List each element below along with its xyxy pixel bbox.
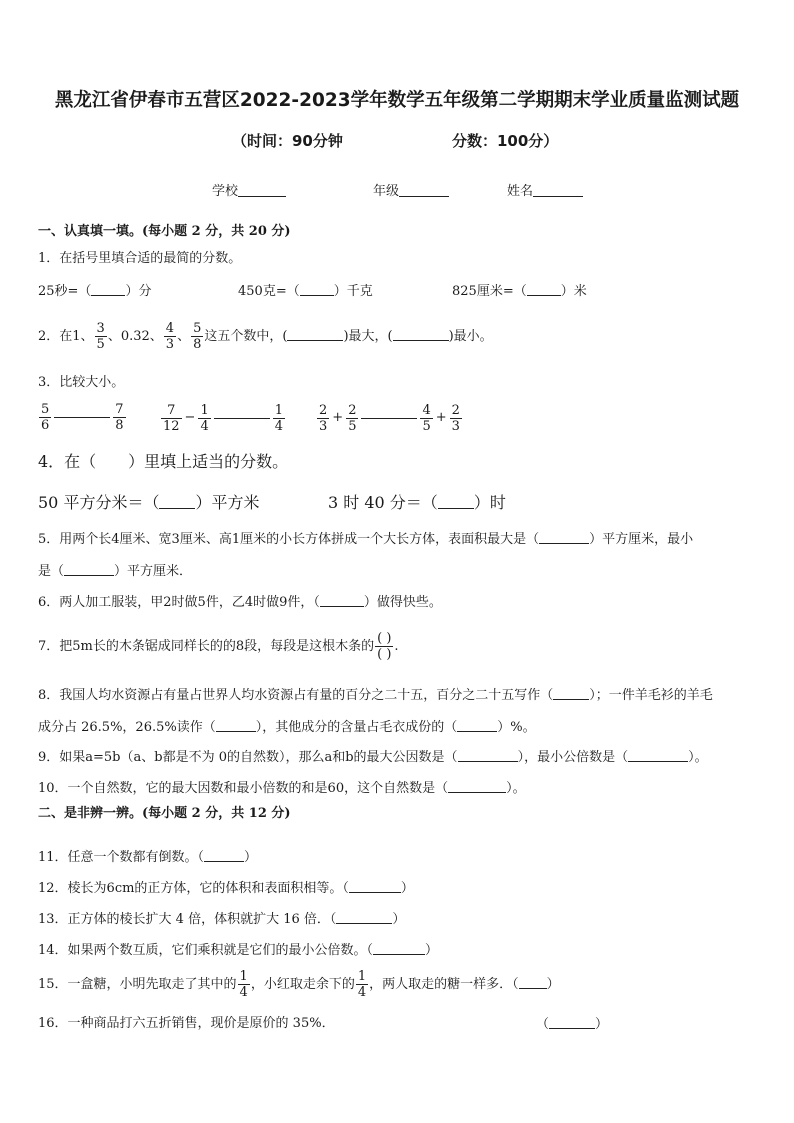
question-10: 10．一个自然数，它的最大因数和最小倍数的和是60，这个自然数是（ ）。: [38, 781, 526, 796]
fraction: $\frac{5}{6}$: [41, 402, 50, 433]
fraction: $\frac{1}{4}$: [357, 969, 367, 1000]
fraction: $\frac{5}{8}$: [193, 321, 202, 352]
grade-field: [373, 180, 449, 199]
fraction: $\frac{3}{5}$: [96, 321, 105, 352]
fraction: $\frac{2}{5}$: [348, 402, 357, 434]
question-5-line-2: 是（ ）平方厘米．: [38, 564, 193, 579]
answer-blank[interactable]: [458, 748, 518, 762]
question-14: 14．如果两个数互质，它们乘积就是它们的最小公倍数。（ ）: [38, 943, 439, 958]
question-11: 11．任意一个数都有倒数。（ ）: [38, 850, 258, 865]
answer-blank[interactable]: [457, 718, 497, 732]
grade-blank[interactable]: [399, 182, 449, 197]
question-3-part-a: [38, 399, 127, 437]
answer-blank[interactable]: [448, 779, 506, 793]
question-1-part-a: 25秒=（ ）分: [38, 284, 152, 299]
answer-blank[interactable]: [628, 748, 688, 762]
question-3-part-c: $\frac{2}{3}$ + $\frac{2}{5}$ $\frac{4}{5}$ + $\frac{2}{3}$: [319, 402, 460, 434]
answer-blank[interactable]: [539, 530, 589, 544]
fraction: $\frac{2}{3}$: [451, 402, 460, 434]
fraction: $\frac{7}{8}$: [115, 402, 124, 433]
question-8-line-1: 8．我国人均水资源占有量占世界人均水资源占有量的百分之二十五，百分之二十五写作（ ）；一件羊毛衫的羊毛: [38, 688, 713, 703]
question-4-part-b: 3 时 40 分＝（ ）时: [328, 493, 506, 512]
question-13: 13．正方体的棱长扩大 4 倍，体积就扩大 16 倍．（ ）: [38, 912, 406, 927]
question-4-part-a: 50 平方分米＝（ ）平方米: [38, 493, 260, 512]
question-1-part-c: 825厘米=（ ）米: [452, 284, 587, 299]
answer-blank[interactable]: [373, 941, 425, 955]
answer-blank[interactable]: [519, 975, 547, 989]
question-16: 16．一种商品打六五折销售，现价是原价的 35%．: [38, 1016, 335, 1031]
question-7: 7．把5m长的木条锯成同样长的的8段，每段是这根木条的 $\frac{( )}{( )}$ .: [38, 631, 399, 662]
grade-label: 年级: [373, 184, 400, 199]
question-3-part-b: $\frac{7}{12}$ − $\frac{1}{4}$ $\frac{1}{4}$: [163, 402, 284, 434]
answer-blank[interactable]: [527, 282, 561, 296]
fraction: $\frac{2}{3}$: [319, 402, 328, 434]
question-5-line-1: 5．用两个长4厘米、宽3厘米、高1厘米的小长方体拼成一个大长方体，表面积最大是（ ）平方厘米，最小: [38, 532, 694, 547]
question-1-part-b: 450克=（ ）千克: [238, 284, 373, 299]
fraction: $\frac{4}{3}$: [165, 321, 175, 352]
fraction: $\frac{1}{4}$: [239, 969, 248, 1000]
answer-blank[interactable]: [349, 879, 401, 893]
question-12: 12．棱长为6cm的正方体，它的体积和表面积相等。（ ）: [38, 881, 414, 896]
answer-blank[interactable]: [204, 848, 244, 862]
question-9: 9．如果a=5b（a、b都是不为 0的自然数），那么a和b的最大公因数是（ ），最小公倍数是（ ）。: [38, 750, 708, 765]
fraction: $\frac{4}{5}$: [422, 402, 431, 434]
exam-title: 黑龙江省伊春市五营区2022-2023学年数学五年级第二学期期末学业质量监测试题: [54, 90, 740, 111]
answer-blank[interactable]: [159, 493, 195, 509]
compare-blank[interactable]: [214, 418, 270, 419]
section-1-heading: 一、认真填一填。(每小题 2 分，共 20 分): [38, 224, 291, 239]
exam-time: （时间：90分钟: [232, 132, 343, 150]
question-16-answer: （ ）: [536, 1017, 609, 1032]
section-2-heading: 二、是非辨一辨。(每小题 2 分，共 12 分): [38, 806, 291, 821]
question-2: 2．在1、 $\frac{3}{5}$ 、0.32、 $\frac{4}{3}$ 、 $\frac{5}{8}$ 这五个数中，( )最大，( )最小。: [38, 321, 493, 352]
answer-blank[interactable]: [549, 1015, 595, 1029]
name-label: 姓名: [507, 184, 534, 199]
answer-blank[interactable]: [320, 593, 364, 607]
school-label: 学校: [212, 184, 239, 199]
answer-blank[interactable]: [336, 910, 392, 924]
answer-blank[interactable]: [300, 282, 334, 296]
answer-blank[interactable]: [553, 686, 589, 700]
question-4: 4．在（ ）里填上适当的分数。: [38, 452, 289, 471]
fraction-blank[interactable]: $\frac{( )}{( )}$: [377, 631, 392, 662]
exam-score: 分数：100分）: [452, 132, 559, 150]
question-3: 3．比较大小。: [38, 375, 125, 390]
answer-blank[interactable]: [91, 282, 125, 296]
question-8-line-2: 成分占 26.5%，26.5%读作（ ），其他成分的含量占毛衣成份的（ ）%。: [38, 720, 536, 735]
name-blank[interactable]: [533, 182, 583, 197]
compare-blank[interactable]: [54, 417, 110, 418]
compare-blank[interactable]: [361, 418, 417, 419]
fraction: $\frac{7}{12}$: [163, 402, 180, 434]
fraction: $\frac{1}{4}$: [200, 402, 209, 434]
answer-blank[interactable]: [393, 327, 449, 341]
answer-blank[interactable]: [438, 493, 474, 509]
question-1: 1．在括号里填合适的最简的分数。: [38, 251, 242, 266]
question-15: 15．一盒糖，小明先取走了其中的 $\frac{1}{4}$ ，小红取走余下的 $\frac{1}{4}$ ，两人取走的糖一样多．（ ）: [38, 969, 560, 1000]
fraction: $\frac{1}{4}$: [274, 402, 284, 434]
answer-blank[interactable]: [287, 327, 343, 341]
school-field: [212, 180, 286, 199]
answer-blank[interactable]: [64, 562, 114, 576]
name-field: [507, 180, 583, 199]
question-6: 6．两人加工服装，甲2时做5件，乙4时做9件，（ ）做得快些。: [38, 595, 442, 610]
answer-blank[interactable]: [216, 718, 256, 732]
school-blank[interactable]: [238, 182, 286, 197]
